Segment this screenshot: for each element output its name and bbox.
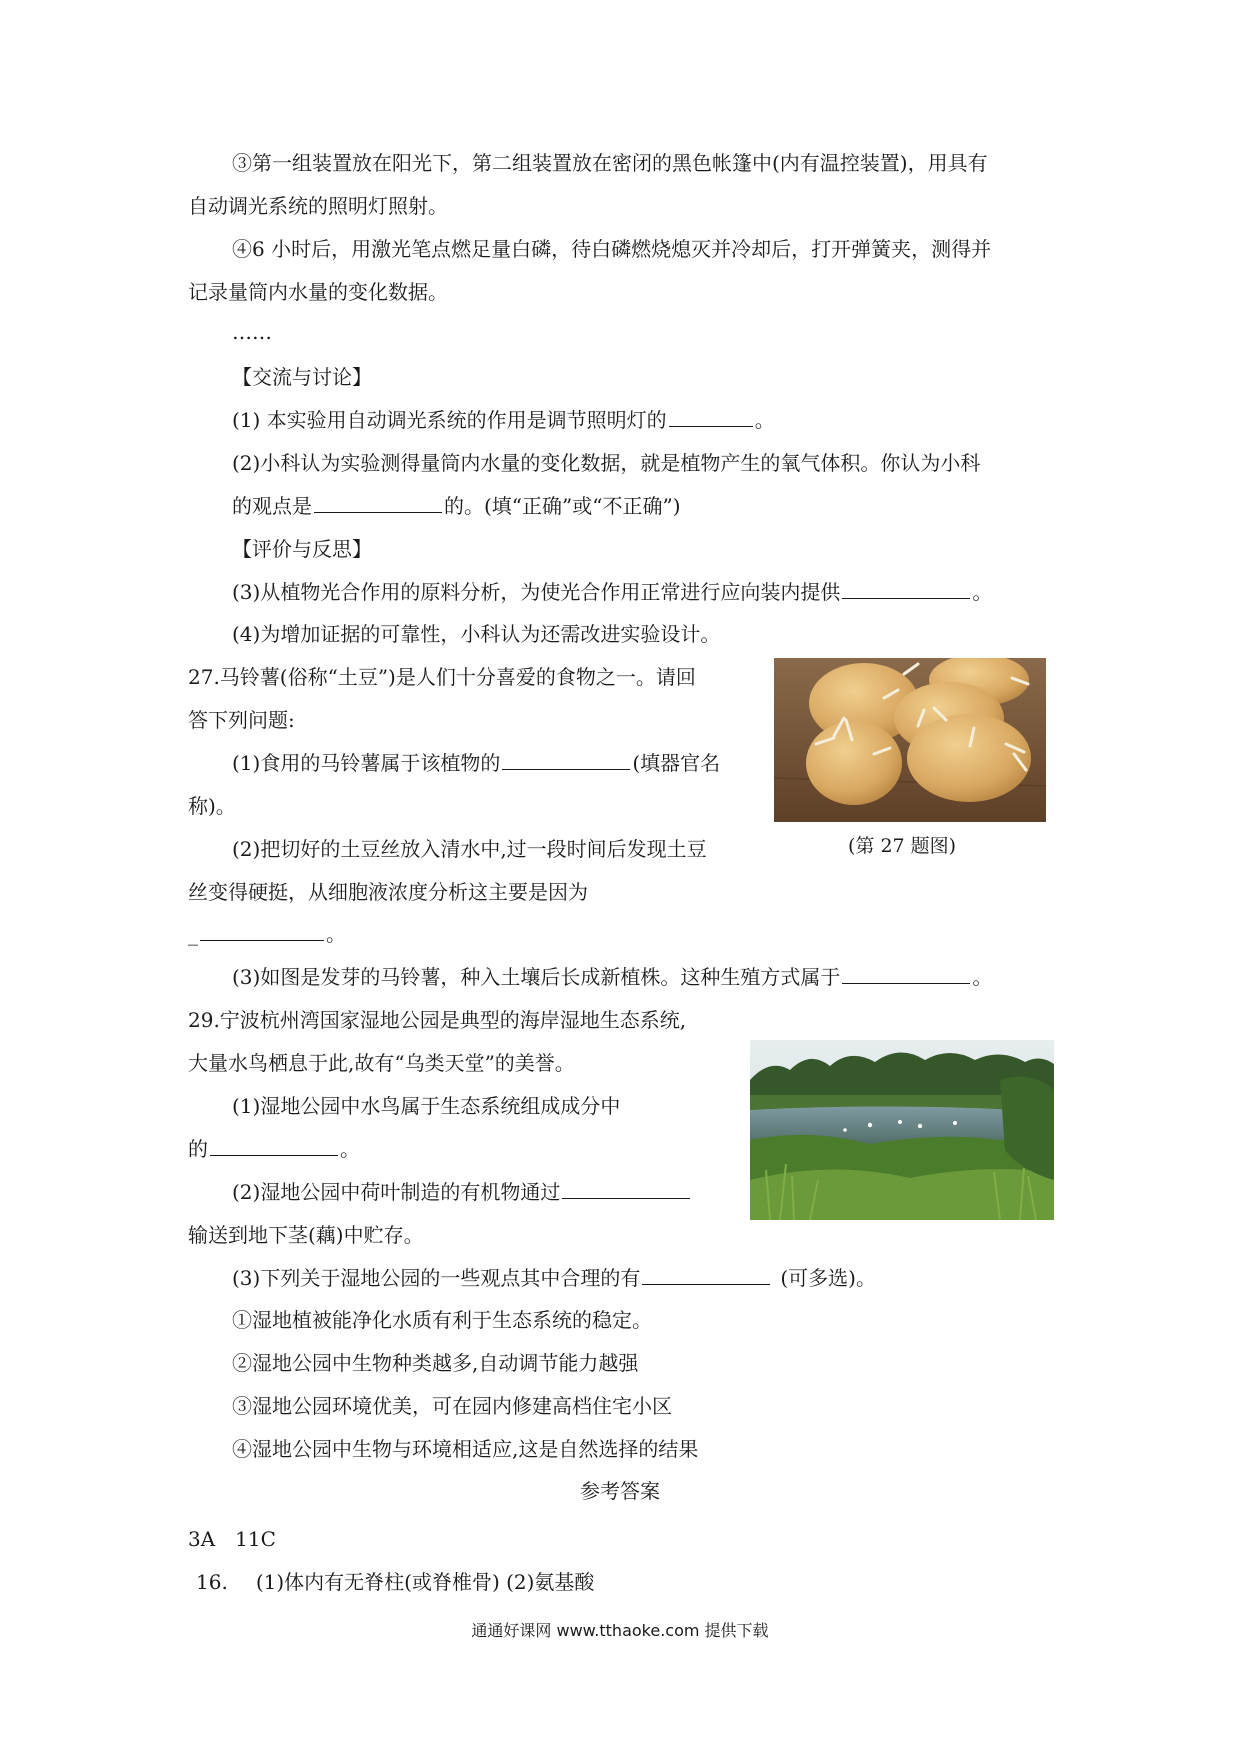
answer-number: 16. (196, 1570, 228, 1594)
potato-illustration (774, 658, 1046, 822)
q29-stem-line-1: 29.宁波杭州湾国家湿地公园是典型的海岸湿地生态系统, (188, 1008, 687, 1032)
answer-key-title: 参考答案 (580, 1479, 660, 1503)
question-3: (3)从植物光合作用的原料分析，为使光合作用正常进行应向装内提供 。 (232, 580, 993, 604)
section-discussion-heading: 【交流与讨论】 (232, 365, 372, 389)
answer-blank[interactable] (842, 965, 970, 984)
question-4: (4)为增加证据的可靠性，小科认为还需改进实验设计。 (232, 622, 721, 646)
q27-part-1: (1)食用的马铃薯属于该植物的 (填器官名 (232, 751, 721, 775)
answer-blank[interactable] (210, 1137, 338, 1156)
q29-part-2-line-2: 输送到地下茎(藕)中贮存。 (188, 1223, 424, 1247)
wetland-illustration (750, 1040, 1054, 1220)
q27-stem-line-1: 27.马铃薯(俗称“土豆”)是人们十分喜爱的食物之一。请回 (188, 665, 696, 689)
answer-blank[interactable] (502, 751, 630, 770)
question-1: (1) 本实验用自动调光系统的作用是调节照明灯的 。 (232, 408, 775, 432)
wetland-photo (750, 1040, 1054, 1220)
q29-part-2-line-1: (2)湿地公园中荷叶制造的有机物通过 (232, 1180, 692, 1204)
answer-text: (1)体内有无脊柱(或脊椎骨) (2)氨基酸 (255, 1570, 595, 1594)
q27-part-2-line-2: 丝变得硬挺，从细胞液浓度分析这主要是因为 (188, 880, 588, 904)
answer-blank[interactable] (562, 1180, 690, 1199)
answer-blank[interactable] (642, 1266, 770, 1285)
answer-blank[interactable] (200, 922, 324, 941)
answer-blank[interactable] (314, 494, 442, 513)
section-evaluation-heading: 【评价与反思】 (232, 537, 372, 561)
answer-line-1: 3A 11C (188, 1527, 276, 1551)
answer-blank[interactable] (669, 408, 753, 427)
step-4-line-2: 记录量筒内水量的变化数据。 (188, 280, 448, 304)
q29-option-3: ③湿地公园环境优美，可在园内修建高档住宅小区 (232, 1394, 672, 1418)
q29-part-1-line-2: 的 。 (188, 1137, 360, 1161)
question-2-line-1: (2)小科认为实验测得量筒内水量的变化数据，就是植物产生的氧气体积。你认为小科 (232, 451, 981, 475)
q29-option-2: ②湿地公园中生物种类越多,自动调节能力越强 (232, 1351, 639, 1375)
q27-stem-line-2: 答下列问题: (188, 708, 295, 732)
ellipsis: …… (232, 320, 272, 344)
step-3-line-2: 自动调光系统的照明灯照射。 (188, 194, 448, 218)
q29-part-1-line-1: (1)湿地公园中水鸟属于生态系统组成成分中 (232, 1094, 621, 1118)
q27-part-1-cont: 称)。 (188, 794, 236, 818)
step-3-line-1: ③第一组装置放在阳光下，第二组装置放在密闭的黑色帐篷中(内有温控装置)，用具有 (232, 151, 988, 175)
q27-part-2-line-1: (2)把切好的土豆丝放入清水中,过一段时间后发现土豆 (232, 837, 707, 861)
q29-option-1: ①湿地植被能净化水质有利于生态系统的稳定。 (232, 1308, 652, 1332)
q29-option-4: ④湿地公园中生物与环境相适应,这是自然选择的结果 (232, 1437, 699, 1461)
q29-stem-line-2: 大量水鸟栖息于此,故有“乌类天堂”的美誉。 (188, 1051, 575, 1075)
q29-part-3: (3)下列关于湿地公园的一些观点其中合理的有 (可多选)。 (232, 1266, 876, 1290)
answer-line-2 (196, 1570, 594, 1594)
step-4-line-1: ④6 小时后，用激光笔点燃足量白磷，待白磷燃烧熄灭并冷却后，打开弹簧夹，测得并 (232, 237, 992, 261)
potato-photo (774, 658, 1046, 822)
page-footer: 通通好课网 www.tthaoke.com 提供下载 (471, 1621, 769, 1640)
question-2-line-2: 的观点是 的。(填“正确”或“不正确”) (232, 494, 681, 518)
figure-27-caption: (第 27 题图) (848, 835, 957, 857)
q27-part-3: (3)如图是发芽的马铃薯，种入土壤后长成新植株。这种生殖方式属于 。 (232, 965, 993, 989)
q27-part-2-line-3: _ 。 (188, 922, 346, 946)
answer-blank[interactable] (842, 580, 970, 599)
